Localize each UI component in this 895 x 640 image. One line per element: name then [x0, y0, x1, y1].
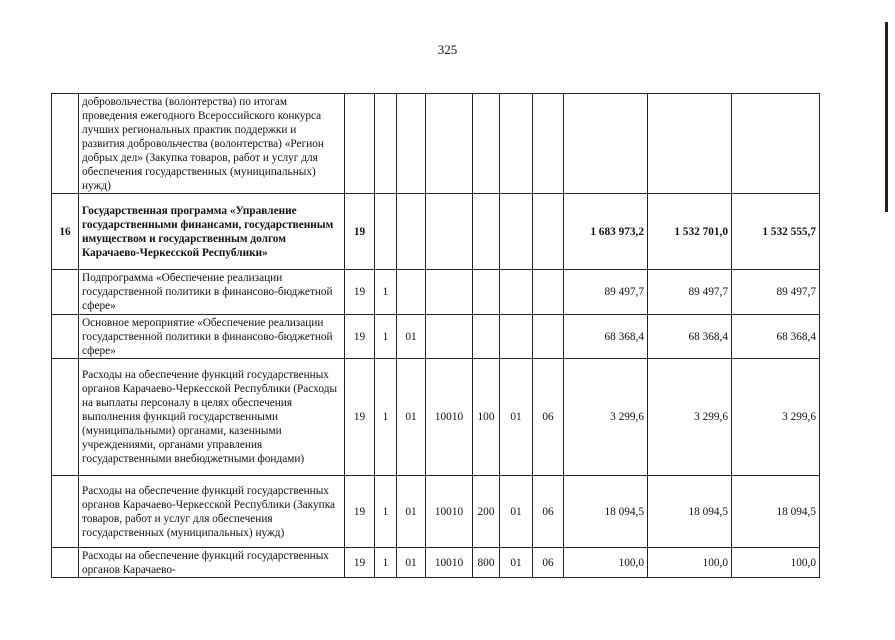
code-subprogram: 1: [375, 476, 397, 548]
table-row: [52, 194, 820, 270]
code-direction: [426, 315, 473, 359]
amount-year-3: 100,0: [732, 548, 820, 578]
code-subprogram: 1: [375, 270, 397, 315]
amount-year-1: 89 497,7: [564, 270, 648, 315]
row-number: [52, 94, 79, 194]
code-subprogram: 1: [375, 315, 397, 359]
amount-year-3: 68 368,4: [732, 315, 820, 359]
code-measure: [397, 194, 426, 270]
code-ministry: 19: [345, 194, 375, 270]
code-subprogram: [375, 94, 397, 194]
amount-year-1: 18 094,5: [564, 476, 648, 548]
code-subsection: [533, 315, 564, 359]
item-name: Основное мероприятие «Обеспечение реализации государственной политики в финансово-бюджетной сфере»: [79, 315, 345, 359]
row-number: 16: [52, 194, 79, 270]
code-expense-type: [473, 315, 500, 359]
code-subsection: [533, 270, 564, 315]
amount-year-3: 1 532 555,7: [732, 194, 820, 270]
table-row: [52, 315, 820, 359]
code-direction: [426, 94, 473, 194]
item-name: Подпрограмма «Обеспечение реализации государственной политики в финансово-бюджетной сфере»: [79, 270, 345, 315]
code-subprogram: 1: [375, 548, 397, 578]
amount-year-1: 3 299,6: [564, 359, 648, 476]
code-section: 01: [500, 476, 533, 548]
amount-year-2: 18 094,5: [648, 476, 732, 548]
code-expense-type: 100: [473, 359, 500, 476]
amount-year-2: 100,0: [648, 548, 732, 578]
amount-year-1: 100,0: [564, 548, 648, 578]
code-expense-type: 800: [473, 548, 500, 578]
item-name: Расходы на обеспечение функций государственных органов Карачаево-: [79, 548, 345, 578]
amount-year-3: 3 299,6: [732, 359, 820, 476]
budget-table: [51, 93, 820, 578]
code-section: [500, 194, 533, 270]
row-number: [52, 270, 79, 315]
code-measure: 01: [397, 548, 426, 578]
code-ministry: 19: [345, 548, 375, 578]
row-number: [52, 359, 79, 476]
code-direction: [426, 194, 473, 270]
code-expense-type: [473, 194, 500, 270]
page-number: 325: [437, 42, 458, 57]
code-measure: 01: [397, 476, 426, 548]
code-direction: 10010: [426, 476, 473, 548]
code-ministry: 19: [345, 270, 375, 315]
table-row: [52, 270, 820, 315]
code-measure: [397, 94, 426, 194]
code-direction: [426, 270, 473, 315]
item-name: добровольчества (волонтерства) по итогам проведения ежегодного Всероссийского конкурса лучших региональных практик поддержки и развития добровольчества (волонтерства) «Регион добрых дел» (Закупка товаров, работ и услуг для обеспечения государственных (муниципальных) нужд): [79, 94, 345, 194]
code-ministry: [345, 94, 375, 194]
row-number: [52, 315, 79, 359]
code-direction: 10010: [426, 548, 473, 578]
amount-year-1: [564, 94, 648, 194]
code-section: [500, 94, 533, 194]
table-row: [52, 359, 820, 476]
code-ministry: 19: [345, 359, 375, 476]
amount-year-2: [648, 94, 732, 194]
code-ministry: 19: [345, 476, 375, 548]
item-name: Государственная программа «Управление государственными финансами, государственным имуществом и государственным долгом Карачаево-Черкесской Республики»: [79, 194, 345, 270]
code-section: 01: [500, 359, 533, 476]
code-section: [500, 270, 533, 315]
amount-year-2: 89 497,7: [648, 270, 732, 315]
code-measure: 01: [397, 359, 426, 476]
code-expense-type: 200: [473, 476, 500, 548]
amount-year-2: 68 368,4: [648, 315, 732, 359]
code-section: [500, 315, 533, 359]
code-measure: [397, 270, 426, 315]
code-subsection: [533, 194, 564, 270]
amount-year-1: 1 683 973,2: [564, 194, 648, 270]
code-subprogram: [375, 194, 397, 270]
row-number: [52, 476, 79, 548]
code-expense-type: [473, 94, 500, 194]
row-number: [52, 548, 79, 578]
table-row: [52, 476, 820, 548]
scan-edge-mark: [885, 22, 888, 212]
amount-year-3: 89 497,7: [732, 270, 820, 315]
code-measure: 01: [397, 315, 426, 359]
code-section: 01: [500, 548, 533, 578]
code-direction: 10010: [426, 359, 473, 476]
code-expense-type: [473, 270, 500, 315]
table-row: [52, 94, 820, 194]
amount-year-3: 18 094,5: [732, 476, 820, 548]
code-subsection: 06: [533, 476, 564, 548]
code-subsection: [533, 94, 564, 194]
item-name: Расходы на обеспечение функций государственных органов Карачаево-Черкесской Республики (Расходы на выплаты персоналу в целях обеспечения выполнения функций государственными (муниципальными) органами, казенными учреждениями, органами управления государственными внебюджетными фондами): [79, 359, 345, 476]
amount-year-1: 68 368,4: [564, 315, 648, 359]
amount-year-2: 3 299,6: [648, 359, 732, 476]
code-subprogram: 1: [375, 359, 397, 476]
table-row: [52, 548, 820, 578]
item-name: Расходы на обеспечение функций государственных органов Карачаево-Черкесской Республики (Закупка товаров, работ и услуг для обеспечения государственных (муниципальных) нужд): [79, 476, 345, 548]
code-subsection: 06: [533, 359, 564, 476]
amount-year-3: [732, 94, 820, 194]
amount-year-2: 1 532 701,0: [648, 194, 732, 270]
code-ministry: 19: [345, 315, 375, 359]
code-subsection: 06: [533, 548, 564, 578]
